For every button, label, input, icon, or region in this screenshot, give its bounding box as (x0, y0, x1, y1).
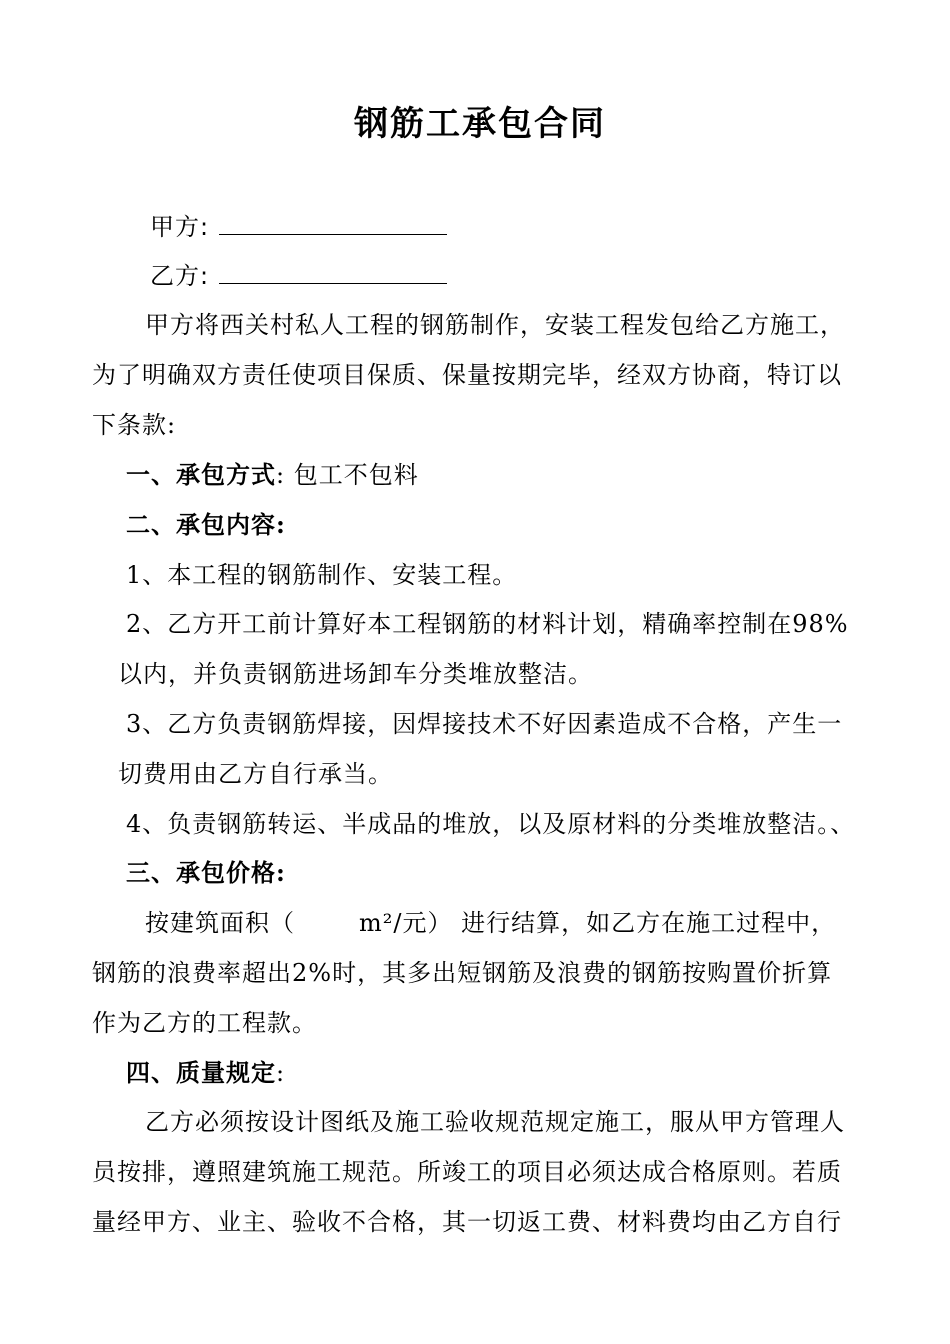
section-3-heading: 三、承包价格: (126, 858, 286, 887)
section-2-item: 1、本工程的钢筋制作、安装工程。 (126, 561, 518, 589)
party-b-blank (219, 259, 447, 284)
section-4-colon: : (276, 1059, 286, 1087)
section-1-heading: 一、承包方式 (126, 460, 276, 489)
section-4-heading-line (126, 1058, 285, 1088)
document-title: 钢筋工承包合同 (354, 104, 606, 144)
section-3-line1-end: m²/元） 进行结算，如乙方在施工过程中， (359, 909, 837, 937)
section-4-heading: 四、质量规定 (126, 1058, 276, 1087)
section-4-line: 乙方必须按设计图纸及施工验收规范规定施工，服从甲方管理人 (145, 1108, 845, 1136)
section-2-heading: 二、承包内容: (126, 510, 286, 539)
intro-line: 甲方将西关村私人工程的钢筋制作，安装工程发包给乙方施工， (145, 311, 845, 339)
section-4-line: 量经甲方、业主、验收不合格，其一切返工费、材料费均由乙方自行 (92, 1208, 842, 1236)
section-1 (126, 460, 419, 490)
section-3-line: 作为乙方的工程款。 (92, 1009, 317, 1037)
section-4-line: 员按排，遵照建筑施工规范。所竣工的项目必须达成合格原则。若质 (92, 1158, 842, 1186)
party-b-label: 乙方: (150, 262, 210, 290)
section-2-item: 2、乙方开工前计算好本工程钢筋的材料计划，精确率控制在98% (126, 610, 849, 638)
section-1-content: 包工不包料 (293, 461, 419, 489)
party-a-line (150, 210, 447, 242)
section-2-item: 4、负责钢筋转运、半成品的堆放，以及原材料的分类堆放整洁。、 (126, 810, 856, 838)
party-b-line (150, 259, 447, 291)
intro-line: 为了明确双方责任使项目保质、保量按期完毕，经双方协商，特订以 (92, 361, 842, 389)
party-a-blank (219, 210, 447, 235)
section-2-item: 切费用由乙方自行承当。 (118, 760, 393, 788)
section-2-item: 以内，并负责钢筋进场卸车分类堆放整洁。 (118, 660, 593, 688)
section-3-line (145, 908, 836, 938)
section-1-colon: : (276, 461, 286, 489)
section-3-line: 钢筋的浪费率超出2%时，其多出短钢筋及浪费的钢筋按购置价折算 (92, 959, 833, 987)
intro-line: 下条款: (92, 411, 177, 439)
section-2-item: 3、乙方负责钢筋焊接，因焊接技术不好因素造成不合格，产生一 (126, 710, 843, 738)
section-3-line1-start: 按建筑面积（ (145, 909, 295, 937)
party-a-label: 甲方: (150, 213, 210, 241)
